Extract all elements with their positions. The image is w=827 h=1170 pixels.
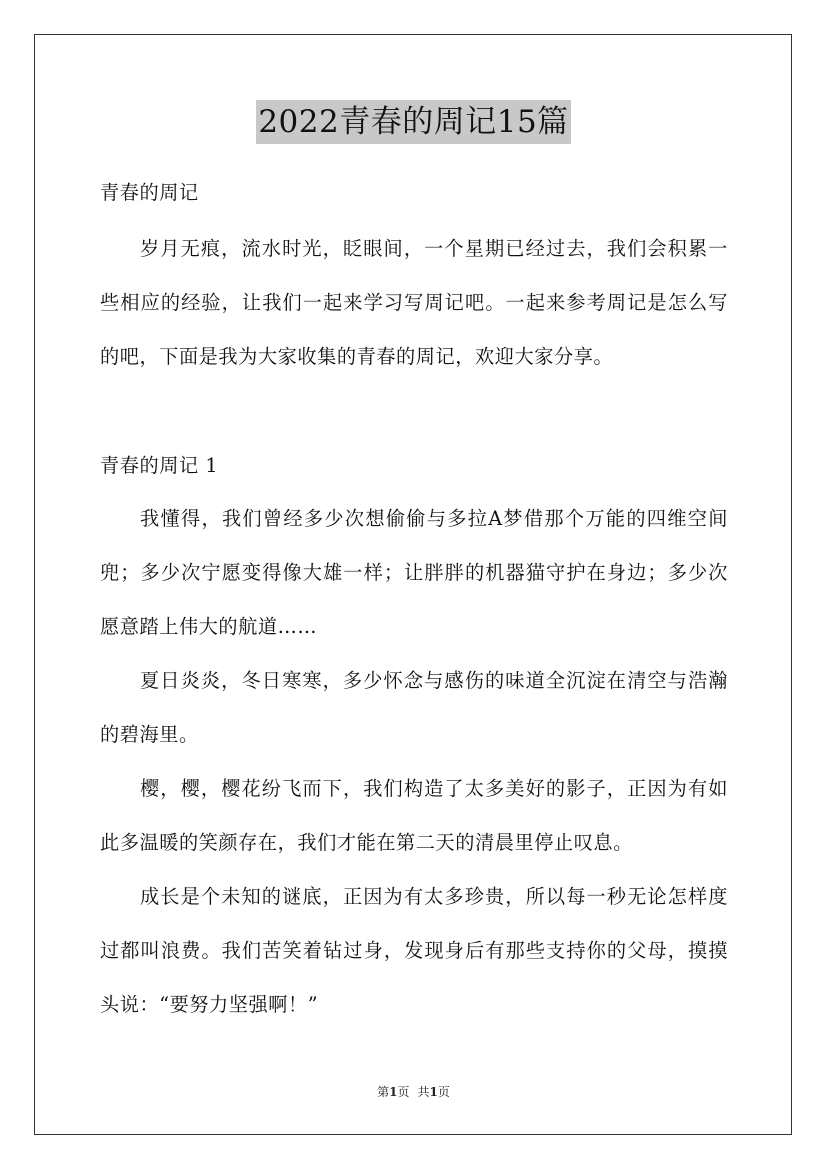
body-paragraph-3: 樱，樱，樱花纷飞而下，我们构造了太多美好的影子，正因为有如此多温暖的笑颜存在，我们才能在第二天的清晨里停止叹息。 bbox=[100, 777, 728, 854]
footer-page-prefix: 第 bbox=[377, 1085, 390, 1099]
intro-paragraph: 岁月无痕，流水时光，眨眼间，一个星期已经过去，我们会积累一些相应的经验，让我们一起来学习写周记吧。一起来参考周记是怎么写的吧，下面是我为大家收集的青春的周记，欢迎大家分享。 bbox=[100, 237, 728, 368]
footer-total-suffix: 页 bbox=[437, 1085, 450, 1099]
title-container bbox=[0, 100, 827, 144]
body-paragraph-4: 成长是个未知的谜底，正因为有太多珍贵，所以每一秒无论怎样度过都叫浪费。我们苦笑着钻过身，发现身后有那些支持你的父母，摸摸头说：“要努力坚强啊！” bbox=[100, 885, 728, 1016]
document-title: 2022青春的周记15篇 bbox=[256, 100, 570, 144]
footer-page-current: 1 bbox=[389, 1085, 398, 1099]
intro-heading: 青春的周记 bbox=[100, 181, 199, 204]
footer-page-suffix: 页 bbox=[397, 1085, 410, 1099]
body-paragraph-1: 我懂得，我们曾经多少次想偷偷与多拉A梦借那个万能的四维空间兜；多少次宁愿变得像大雄一样；让胖胖的机器猫守护在身边；多少次愿意踏上伟大的航道…… bbox=[100, 507, 728, 638]
body-paragraph-2: 夏日炎炎，冬日寒寒，多少怀念与感伤的味道全沉淀在清空与浩瀚的碧海里。 bbox=[100, 669, 728, 746]
footer-page-total: 1 bbox=[429, 1085, 438, 1099]
page-footer bbox=[0, 1084, 827, 1100]
footer-total-prefix: 共 bbox=[417, 1085, 430, 1099]
section-heading: 青春的周记 1 bbox=[100, 454, 219, 477]
